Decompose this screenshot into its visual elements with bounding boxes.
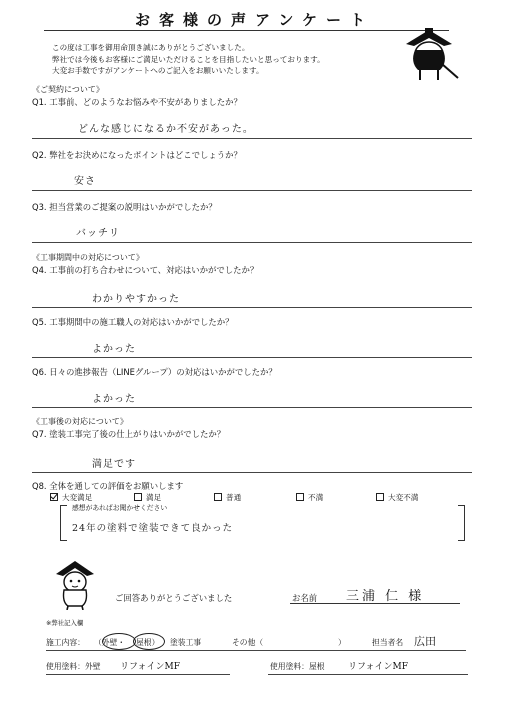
section-contract: 《ご契約について》 [32, 85, 104, 94]
thanks-message: ご回答ありがとうございました [115, 593, 233, 603]
answer-q4: わかりやすかった [92, 294, 180, 305]
intro-text [52, 42, 325, 77]
comment-answer: 24年の塗料で塗装できて良かった [72, 523, 234, 534]
checkbox-icon[interactable] [296, 493, 304, 501]
work-wall: 外壁 [101, 638, 118, 647]
work-option-wall: （外壁・ [94, 638, 126, 647]
other-close: ） [338, 638, 346, 647]
checkbox-checked-icon[interactable] [50, 493, 58, 501]
work-option-roof: 屋根） [136, 638, 160, 647]
answer-q7: 満足です [92, 459, 136, 470]
question-q6: Q6. 日々の進捗報告（LINEグループ）の対応はいかがでしたか？ [32, 367, 277, 377]
rating-label: 大変不満 [388, 493, 419, 502]
question-q8: Q8. 全体を通しての評価をお願いします [32, 481, 184, 491]
intro-line: この度は工事を御用命頂き誠にありがとうございました。 [52, 43, 250, 52]
question-q5: Q5. 工事期間中の施工職人の対応はいかがでしたか？ [32, 317, 234, 327]
paint-roof-label: 使用塗料：屋根 [270, 662, 325, 671]
section-after: 《工事後の対応について》 [32, 417, 128, 426]
work-roof: 屋根 [136, 638, 152, 647]
checkbox-icon[interactable] [376, 493, 384, 501]
answer-q5: よかった [92, 344, 136, 355]
intro-line: 大変お手数ですがアンケートへのご記入をお願いいたします。 [52, 66, 264, 75]
staff-line [46, 650, 466, 651]
work-suffix: 塗装工事 [170, 638, 202, 647]
rating-label: 大変満足 [62, 493, 93, 502]
comment-bracket-left [60, 505, 67, 541]
rep-value: 広田 [414, 635, 436, 648]
rep-label: 担当者名 [372, 638, 404, 647]
answer-line [32, 138, 472, 139]
circle-mark [133, 633, 165, 650]
answer-line [32, 472, 472, 473]
work-label: 施工内容： [46, 638, 85, 647]
samurai-mascot-icon [398, 26, 460, 84]
name-underline [290, 603, 460, 604]
circle-mark [102, 633, 136, 650]
paint-wall-value: リフォインMF [120, 662, 181, 672]
section-construction: 《工事期間中の対応について》 [32, 253, 144, 262]
staff-note: ※弊社記入欄 [46, 619, 84, 627]
answer-q6: よかった [92, 394, 136, 405]
answer-line [32, 407, 472, 408]
answer-q3: バッチリ [76, 228, 120, 239]
question-q4: Q4. 工事前の打ち合わせについて、対応はいかがでしたか？ [32, 265, 259, 275]
answer-line [32, 190, 472, 191]
paint-roof-value: リフォインMF [348, 662, 409, 672]
page-title: お客様の声アンケート [134, 11, 375, 29]
answer-line [32, 242, 472, 243]
answer-q1: どんな感じになるか不安があった。 [78, 124, 254, 135]
checkbox-icon[interactable] [134, 493, 142, 501]
comment-bracket-right [458, 505, 465, 541]
question-q1: Q1. 工事前、どのようなお悩みや不安がありましたか？ [32, 97, 242, 107]
staff-line [268, 674, 468, 675]
samurai-mascot-icon [52, 558, 98, 610]
answer-q2: 安さ [74, 176, 96, 187]
rating-very-dissatisfied[interactable] [376, 492, 418, 503]
title-underline [44, 30, 449, 31]
staff-line [46, 674, 230, 675]
rating-label: 普通 [226, 493, 242, 502]
answer-line [32, 357, 472, 358]
paint-wall-label: 使用塗料：外壁 [46, 662, 101, 671]
rating-label: 満足 [146, 493, 162, 502]
rating-label: 不満 [308, 493, 324, 502]
question-q7: Q7. 塗装工事完了後の仕上がりはいかがでしたか？ [32, 429, 226, 439]
checkbox-icon[interactable] [214, 493, 222, 501]
rating-neutral[interactable] [214, 492, 241, 503]
name-label: お名前 [292, 593, 318, 603]
name-value: 三浦 仁 様 [346, 589, 425, 604]
answer-line [32, 307, 472, 308]
rating-dissatisfied[interactable] [296, 492, 323, 503]
question-q3: Q3. 担当営業のご提案の説明はいかがでしたか？ [32, 202, 217, 212]
comment-hint: 感想があればお聞かせください [72, 504, 168, 512]
other-label: その他（ [232, 638, 264, 647]
question-q2: Q2. 弊社をお決めになったポイントはどこでしょうか？ [32, 150, 242, 160]
intro-line: 弊社では今後もお客様にご満足いただけることを目指したいと思っております。 [52, 54, 325, 64]
